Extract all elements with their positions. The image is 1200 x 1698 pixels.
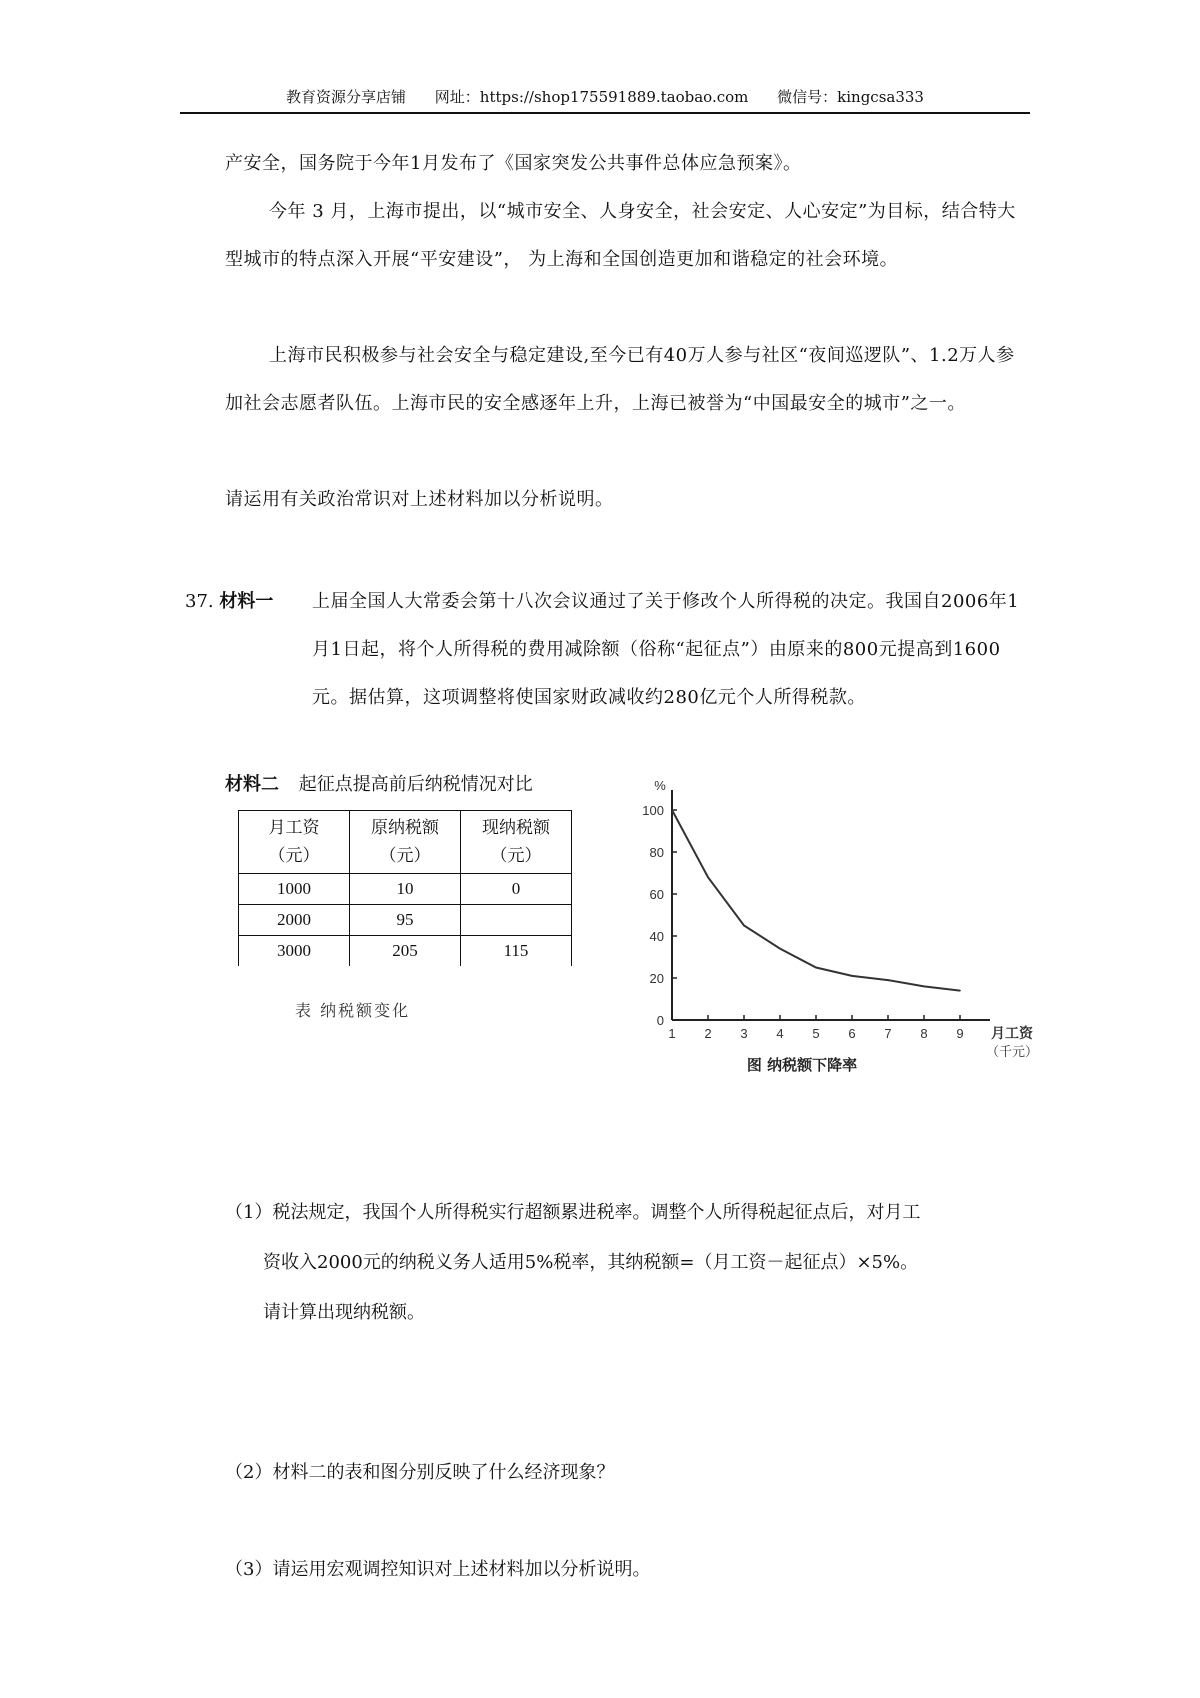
data-point — [707, 876, 709, 878]
table-cell: 0 — [461, 874, 572, 905]
data-point — [923, 986, 925, 988]
chart-title: 图 纳税额下降率 — [746, 1056, 858, 1074]
x-tick-label: 2 — [704, 1026, 712, 1041]
header-divider — [180, 112, 1030, 114]
x-tick-label: 3 — [740, 1026, 748, 1041]
sub-question-2: （2）材料二的表和图分别反映了什么经济现象？ — [225, 1462, 615, 1483]
material-2-title: 起征点提高前后纳税情况对比 — [298, 774, 533, 795]
sub-question-1-line-3: 请计算出现纳税额。 — [263, 1302, 425, 1323]
material-1-label: 材料一 — [219, 591, 274, 612]
paragraph-question: 请运用有关政治常识对上述材料加以分析说明。 — [225, 489, 614, 510]
table-cell: 205 — [350, 936, 461, 967]
data-point — [671, 809, 673, 811]
data-point — [743, 925, 745, 927]
header-shop: 教育资源分享店铺 — [286, 88, 407, 106]
page-header — [180, 86, 1030, 112]
table-header-row — [239, 811, 572, 874]
material-2-heading — [225, 770, 533, 800]
data-point — [851, 975, 853, 977]
data-point — [959, 990, 961, 992]
material-2-label: 材料二 — [225, 774, 279, 795]
sub-question-1-line-2: 资收入2000元的纳税义务人适用5%税率，其纳税额=（月工资－起征点）×5%。 — [263, 1252, 919, 1273]
question-37-header — [185, 578, 273, 626]
data-point — [815, 967, 817, 969]
table-caption: 表 纳税额变化 — [295, 1001, 411, 1020]
tax-decline-chart — [630, 775, 1040, 1075]
table-cell: 3000 — [239, 936, 350, 967]
table-cell: 95 — [350, 905, 461, 936]
x-axis-unit: （千元） — [985, 1044, 1039, 1059]
table-header-cell: 月工资 （元） — [239, 811, 350, 874]
table-cell — [461, 905, 572, 936]
question-number: 37. — [185, 591, 214, 612]
x-tick-label: 7 — [884, 1026, 892, 1041]
table-row — [239, 874, 572, 905]
y-tick-label: 40 — [649, 929, 664, 944]
paragraph-1: 产安全，国务院于今年1月发布了《国家突发公共事件总体应急预案》。 — [225, 153, 802, 174]
series-line — [672, 810, 960, 991]
y-tick-label: 60 — [649, 887, 664, 902]
table-cell: 10 — [350, 874, 461, 905]
sub-question-3: （3）请运用宏观调控知识对上述材料加以分析说明。 — [225, 1559, 651, 1580]
data-point — [779, 948, 781, 950]
table-header-cell: 原纳税额 （元） — [350, 811, 461, 874]
table-row — [239, 936, 572, 967]
header-site: 网址：https://shop175591889.taobao.com — [434, 88, 749, 106]
y-tick-label: 80 — [649, 845, 664, 860]
y-tick-label: 100 — [642, 803, 664, 818]
x-axis-label: 月工资 — [991, 1025, 1033, 1041]
y-axis-label: % — [654, 778, 666, 793]
table-header-cell: 现纳税额 （元） — [461, 811, 572, 874]
data-point — [887, 979, 889, 981]
x-tick-label: 4 — [776, 1026, 784, 1041]
table-cell: 115 — [461, 936, 572, 967]
table-cell: 2000 — [239, 905, 350, 936]
x-tick-label: 5 — [812, 1026, 820, 1041]
table-row — [239, 905, 572, 936]
y-tick-label: 0 — [656, 1013, 664, 1028]
table-cell: 1000 — [239, 874, 350, 905]
header-wechat: 微信号：kingcsa333 — [777, 88, 924, 106]
paragraph-3: 上海市民积极参与社会安全与稳定建设,至今已有40万人参与社区“夜间巡逻队”、1.2万人参加社会志愿者队伍。上海市民的安全感逐年上升，上海已被誉为“中国最安全的城市”之一。 — [225, 345, 1015, 414]
x-tick-label: 6 — [848, 1026, 856, 1041]
x-tick-label: 8 — [920, 1026, 928, 1041]
tax-comparison-table — [238, 810, 572, 966]
material-1-text: 上届全国人大常委会第十八次会议通过了关于修改个人所得税的决定。我国自2006年1月1日起，将个人所得税的费用减除额（俗称“起征点”）由原来的800元提高到1600元。据估算，这项调整将使国家财政减收约280亿元个人所得税款。 — [312, 591, 1020, 708]
sub-question-1-line-1: （1）税法规定，我国个人所得税实行超额累进税率。调整个人所得税起征点后，对月工 — [225, 1202, 921, 1223]
x-tick-label: 1 — [668, 1026, 676, 1041]
paragraph-2: 今年 3 月，上海市提出，以“城市安全、人身安全，社会安定、人心安定”为目标，结合特大型城市的特点深入开展“平安建设”， 为上海和全国创造更加和谐稳定的社会环境。 — [225, 201, 1016, 270]
x-tick-label: 9 — [956, 1026, 964, 1041]
sub-question-1 — [225, 1188, 1025, 1338]
y-tick-label: 20 — [649, 971, 664, 986]
